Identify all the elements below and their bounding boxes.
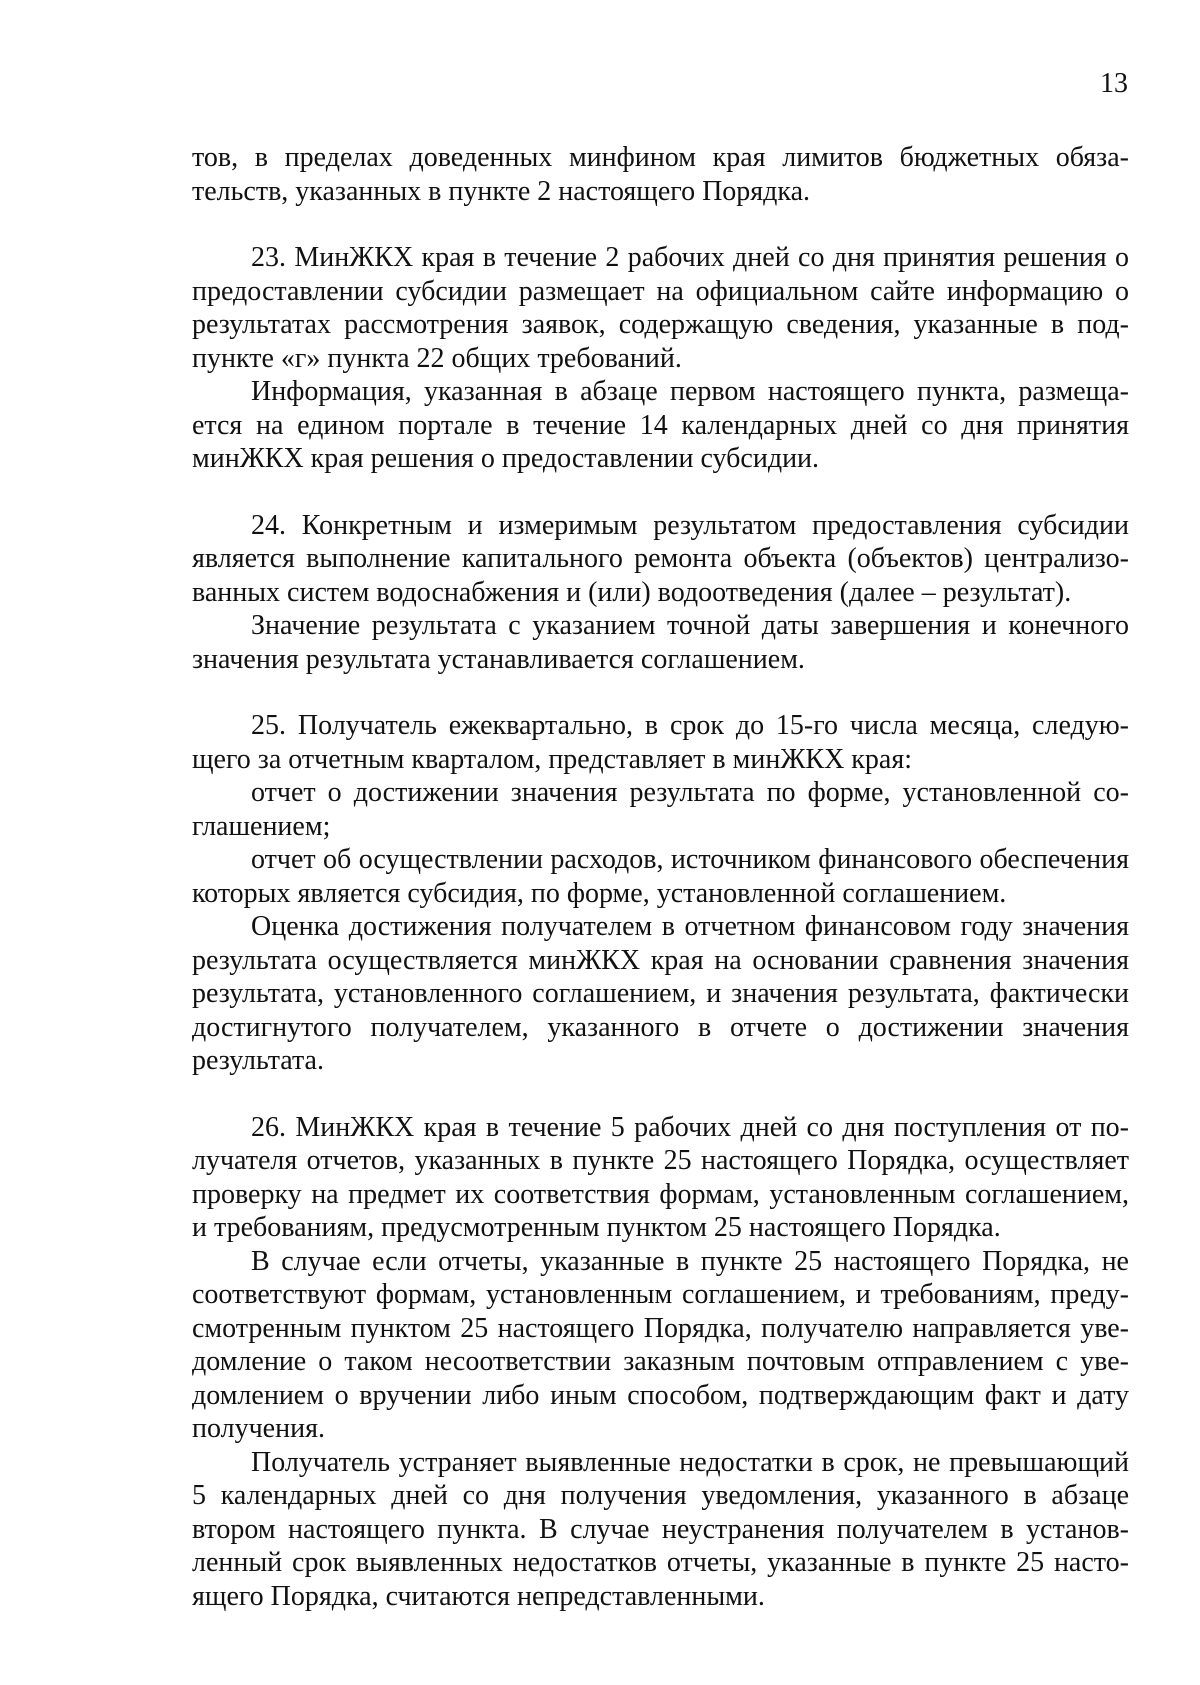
- document-body: [192, 141, 1129, 1613]
- paragraph-item-25: 25. Получатель ежеквартально, в срок до 15-го числа месяца, следующего за отчетным кварталом, представляет в минЖКХ края:: [192, 710, 1129, 775]
- paragraph-26-noncompliance: В случае если отчеты, указанные в пункте 25 настоящего Порядка, не соответствуют формам, установленным соглашением, и требованиям, предусмотренным пунктом 25 настоящего Порядка, получателю направляется уведомление о таком несоответствии заказным почтовым отправлением с уведомлением о вручении либо иным способом, подтверждающим факт и дату получения.: [192, 1245, 1129, 1444]
- paragraph-26-correction: Получатель устраняет выявленные недостатки в срок, не превышающий 5 календарных дней со дня получения уведомления, указанного в абзаце втором настоящего пункта. В случае неустранения получателем в установленный срок выявленных недостатков отчеты, указанные в пункте 25 настоящего Порядка, считаются непредставленными.: [192, 1446, 1129, 1612]
- paragraph-continuation: тов, в пределах доведенных минфином края лимитов бюджетных обязательств, указанных в пункте 2 настоящего Порядка.: [192, 142, 1129, 207]
- paragraph-item-23: 23. МинЖКХ края в течение 2 рабочих дней со дня принятия решения о предоставлении субсидии размещает на официальном сайте информацию о результатах рассмотрения заявок, содержащую сведения, указанные в подпункте «г» пункта 22 общих требований.: [192, 242, 1129, 374]
- page-number: 13: [1100, 68, 1128, 99]
- paragraph-23-info-portal: Информация, указанная в абзаце первом настоящего пункта, размещается на едином портале в течение 14 календарных дней со дня принятия минЖКХ края решения о предоставлении субсидии.: [192, 376, 1129, 474]
- paragraph-item-26: 26. МинЖКХ края в течение 5 рабочих дней со дня поступления от получателя отчетов, указанных в пункте 25 настоящего Порядка, осуществляет проверку на предмет их соответствия формам, установленным соглашением, и требованиям, предусмотренным пунктом 25 настоящего Порядка.: [192, 1111, 1129, 1243]
- paragraph-25-evaluation: Оценка достижения получателем в отчетном финансовом году значения результата осуществляется минЖКХ края на основании сравнения значения результата, установленного соглашением, и значения результата, фактически достигнутого получателем, указанного в отчете о достижении значения результата.: [192, 911, 1129, 1076]
- paragraph-24-result-value: Значение результата с указанием точной даты завершения и конечного значения результата устанавливается соглашением.: [192, 610, 1129, 675]
- paragraph-item-24: 24. Конкретным и измеримым результатом предоставления субсидии является выполнение капитального ремонта объекта (объектов) централизованных систем водоснабжения и (или) водоотведения (далее – результат).: [192, 509, 1129, 608]
- paragraph-25-report-expenses: отчет об осуществлении расходов, источником финансового обеспечения которых является субсидия, по форме, установленной соглашением.: [192, 844, 1129, 909]
- paragraph-25-report-result: отчет о достижении значения результата по форме, установленной соглашением;: [192, 777, 1129, 842]
